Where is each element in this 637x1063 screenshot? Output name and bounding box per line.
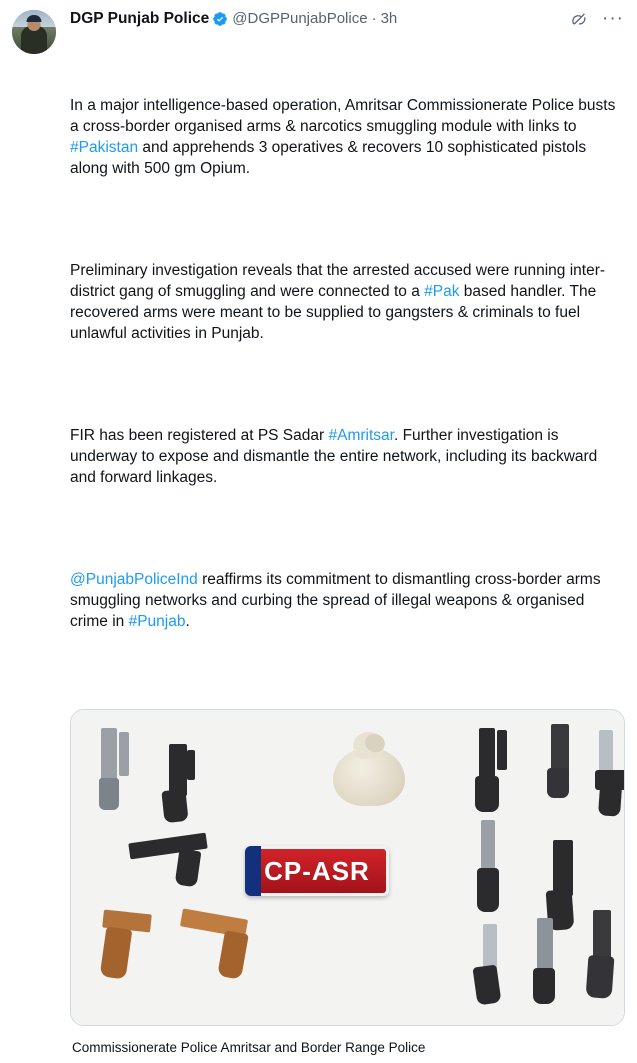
pistol-slide [479,728,495,782]
pistol-grip [598,785,622,816]
pistol-slide [481,820,495,872]
pistol-item [471,820,527,916]
text-run: . [185,613,190,630]
pistol-item [129,832,225,892]
text-run: reaffirms its commitment to dismantling cross-border arms smuggling networks and curbing the spread of illegal weapons & organised crime in [70,571,605,630]
evidence-plate-text: CP-ASR [264,855,370,886]
tweet-paragraph-1 [70,95,625,179]
pistol-slide [551,724,569,774]
tweet-header-actions [569,9,625,29]
text-run: Preliminary investigation reveals that the arrested accused were running inter-district gang of smuggling and were connected to a [70,262,606,300]
pistol-slide [593,910,611,962]
tweet-media-card[interactable] [70,709,625,1026]
tweet-body-text [70,32,625,707]
pistol-grip [175,849,202,888]
pistol-item [97,912,167,992]
pistol-grip [161,789,188,823]
tweet-paragraph-4 [70,569,625,632]
text-run: based handler. The recovered arms were meant to be supplied to gangsters & criminals to fuel unlawful activities in Punjab. [70,283,601,342]
hashtag-pak-link[interactable]: #Pak [424,283,460,300]
pistol-item [591,730,624,818]
account-display-name[interactable]: DGP Punjab Police [70,10,210,27]
pistol-item [93,728,141,812]
pistol-barrel [187,750,195,780]
tweet-timestamp[interactable]: 3h [380,10,398,27]
text-run: . Further investigation is underway to expose and dismantle the entire network, including its backward and forward linkages. [70,427,602,486]
text-run: In a major intelligence-based operation, Amritsar Commissionerate Police busts a cross-border organised arms & narcotics smuggling module with links to [70,97,620,135]
seized-items-photo[interactable] [71,710,624,1025]
text-run: FIR has been registered at PS Sadar [70,427,329,444]
pistol-grip [475,776,499,812]
pistol-grip [99,778,119,810]
pistol-item [181,910,273,994]
pistol-grip [472,965,501,1006]
grok-actions-icon[interactable] [569,9,589,29]
mention-punjabpoliceind-link[interactable]: @PunjabPoliceInd [70,571,198,588]
hashtag-pakistan-link[interactable]: #Pakistan [70,139,139,156]
pistol-slide [599,730,613,774]
evidence-plate [245,846,389,896]
pistol-grip [477,868,499,912]
pistol-item [469,924,529,1008]
pistol-item [529,918,585,1006]
pistol-slide [119,732,129,776]
avatar-column [12,8,60,54]
pistol-slide [497,730,507,770]
pistol-item [541,724,587,800]
media-caption: Commissionerate Police Amritsar and Border Range Police [72,1040,426,1055]
hashtag-punjab-link[interactable]: #Punjab [128,613,186,630]
pistol-grip [100,926,133,979]
pistol-grip [547,768,569,798]
pistol-slide [483,924,497,970]
verified-badge-icon [212,11,228,27]
text-run: and apprehends 3 operatives & recovers 10 sophisticated pistols along with 500 gm Opium. [70,139,591,177]
more-options-icon[interactable] [603,9,623,29]
more-options-glyph: ··· [602,8,624,29]
pistol-grip [217,930,249,979]
pistol-item [583,910,624,1002]
pistol-item [471,728,523,814]
account-handle[interactable]: @DGPPunjabPolice [232,10,368,27]
pistol-slide [101,728,117,784]
opium-bundle [327,732,411,808]
tweet-paragraph-3 [70,425,625,488]
hashtag-amritsar-link[interactable]: #Amritsar [328,427,394,444]
evidence-plate-blue-band [245,846,261,896]
pistol-slide [553,840,573,896]
avatar[interactable] [12,10,56,54]
media-caption-wrapper [70,1026,625,1063]
tweet-header [70,8,625,30]
header-separator: · [371,10,377,27]
pistol-item [159,744,211,824]
pistol-grip [533,968,555,1004]
pistol-slide [537,918,553,972]
tweet-content-column [60,8,625,1063]
pistol-slide [169,744,187,796]
pistol-grip [586,955,615,999]
avatar-person-cap [27,15,42,22]
tweet-paragraph-2 [70,260,625,344]
